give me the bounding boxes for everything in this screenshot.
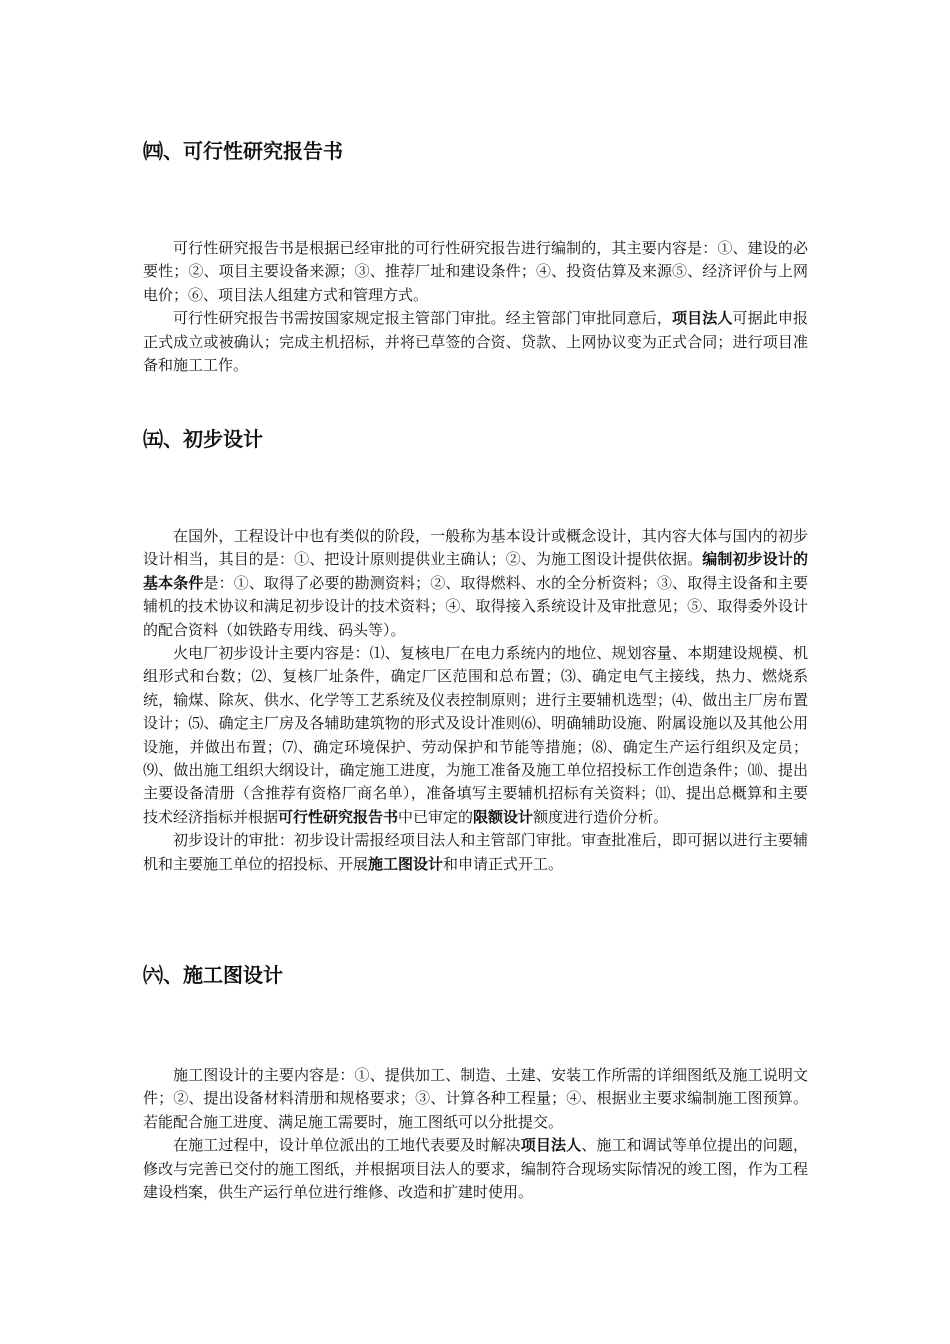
bold-term: 限额设计 bbox=[473, 807, 534, 826]
section-body-feasibility-report bbox=[143, 237, 808, 377]
text-run: 可行性研究报告书是根据已经审批的可行性研究报告进行编制的，其主要内容是：①、建设的必要性；②、项目主要设备来源；③、推荐厂址和建设条件；④、投资估算及来源⑤、经济评价与上网电价；⑥、项目法人组建方式和管理方式。 bbox=[143, 239, 808, 304]
text-run: 、施工和调试等单位提出的问题，修改与完善已交付的施工图纸，并根据项目法人的要求，编制符合现场实际情况的竣工图，作为工程建设档案，供生产运行单位进行维修、改造和扩建时使用。 bbox=[143, 1136, 808, 1202]
paragraph bbox=[143, 307, 808, 377]
text-run: 可行性研究报告书需按国家规定报主管部门审批。经主管部门审批同意后， bbox=[173, 309, 672, 328]
paragraph bbox=[143, 1134, 808, 1204]
text-run: 中已审定的 bbox=[398, 807, 474, 826]
text-run: 火电厂初步设计主要内容是：⑴、复核电厂在电力系统内的地位、规划容量、本期建设规模、机组形式和台数；⑵、复核厂址条件，确定厂区范围和总布置；⑶、确定电气主接线，热力、燃烧系统，输煤、除灰、供水、化学等工艺系统及仪表控制原则；进行主要辅机选型；⑷、做出主厂房布置设计；⑸、确定主厂房及各辅助建筑物的形式及设计准则⑹、明确辅助设施、附属设施以及其他公用设施，并做出布置；⑺、确定环境保护、劳动保护和节能等措施；⑻、确定生产运行组织及定员；⑼、做出施工组织大纲设计，确定施工进度，为施工准备及施工单位招投标工作创造条件；⑽、提出主要设备清册（含推荐有资格厂商名单），准备填写主要辅机招标有关资料；⑾、提出总概算和主要技术经济指标并根据 bbox=[143, 644, 808, 826]
bold-term: 可行性研究报告书 bbox=[278, 807, 399, 826]
text-run: 和申请正式开工。 bbox=[443, 854, 564, 873]
text-run: 在国外，工程设计中也有类似的阶段，一般称为基本设计或概念设计，其内容大体与国内的初步设计相当，其目的是：①、把设计原则提供业主确认；②、为施工图设计提供依据。 bbox=[143, 527, 808, 569]
bold-term: 项目法人 bbox=[520, 1136, 582, 1155]
section-heading-preliminary-design: ㈤、初步设计 bbox=[143, 427, 263, 451]
text-run: 在施工过程中，设计单位派出的工地代表要及时解决 bbox=[173, 1136, 521, 1155]
text-run: 是：①、取得了必要的勘测资料；②、取得燃料、水的全分析资料；③、取得主设备和主要辅机的技术协议和满足初步设计的技术资料；④、取得接入系统设计及审批意见；⑤、取得委外设计的配合资料（如铁路专用线、码头等）。 bbox=[143, 573, 808, 639]
bold-term: 编制初步设计的基本条件 bbox=[143, 550, 808, 592]
paragraph bbox=[143, 237, 808, 307]
section-body-construction-drawing-design bbox=[143, 1064, 808, 1204]
paragraph bbox=[143, 525, 808, 642]
text-run: 额度进行造价分析。 bbox=[533, 807, 669, 826]
text-run: 初步设计的审批：初步设计需报经项目法人和主管部门审批。审查批准后，即可据以进行主要辅机和主要施工单位的招投标、开展 bbox=[143, 831, 808, 873]
bold-term: 项目法人 bbox=[672, 309, 733, 328]
section-body-preliminary-design bbox=[143, 525, 808, 876]
bold-term: 施工图设计 bbox=[368, 854, 444, 873]
text-run: 可据此申报正式成立或被确认；完成主机招标，并将已草签的合资、贷款、上网协议变为正式合同；进行项目准备和施工工作。 bbox=[143, 309, 808, 375]
section-heading-construction-drawing-design: ㈥、施工图设计 bbox=[143, 963, 283, 987]
paragraph bbox=[143, 642, 808, 829]
text-run: 施工图设计的主要内容是：①、提供加工、制造、土建、安装工作所需的详细图纸及施工说明文件；②、提出设备材料清册和规格要求；③、计算各种工程量；④、根据业主要求编制施工图预算。若能配合施工进度、满足施工需要时，施工图纸可以分批提交。 bbox=[143, 1066, 808, 1131]
paragraph bbox=[143, 1064, 808, 1134]
section-heading-feasibility-report: ㈣、可行性研究报告书 bbox=[143, 139, 343, 163]
paragraph bbox=[143, 829, 808, 876]
